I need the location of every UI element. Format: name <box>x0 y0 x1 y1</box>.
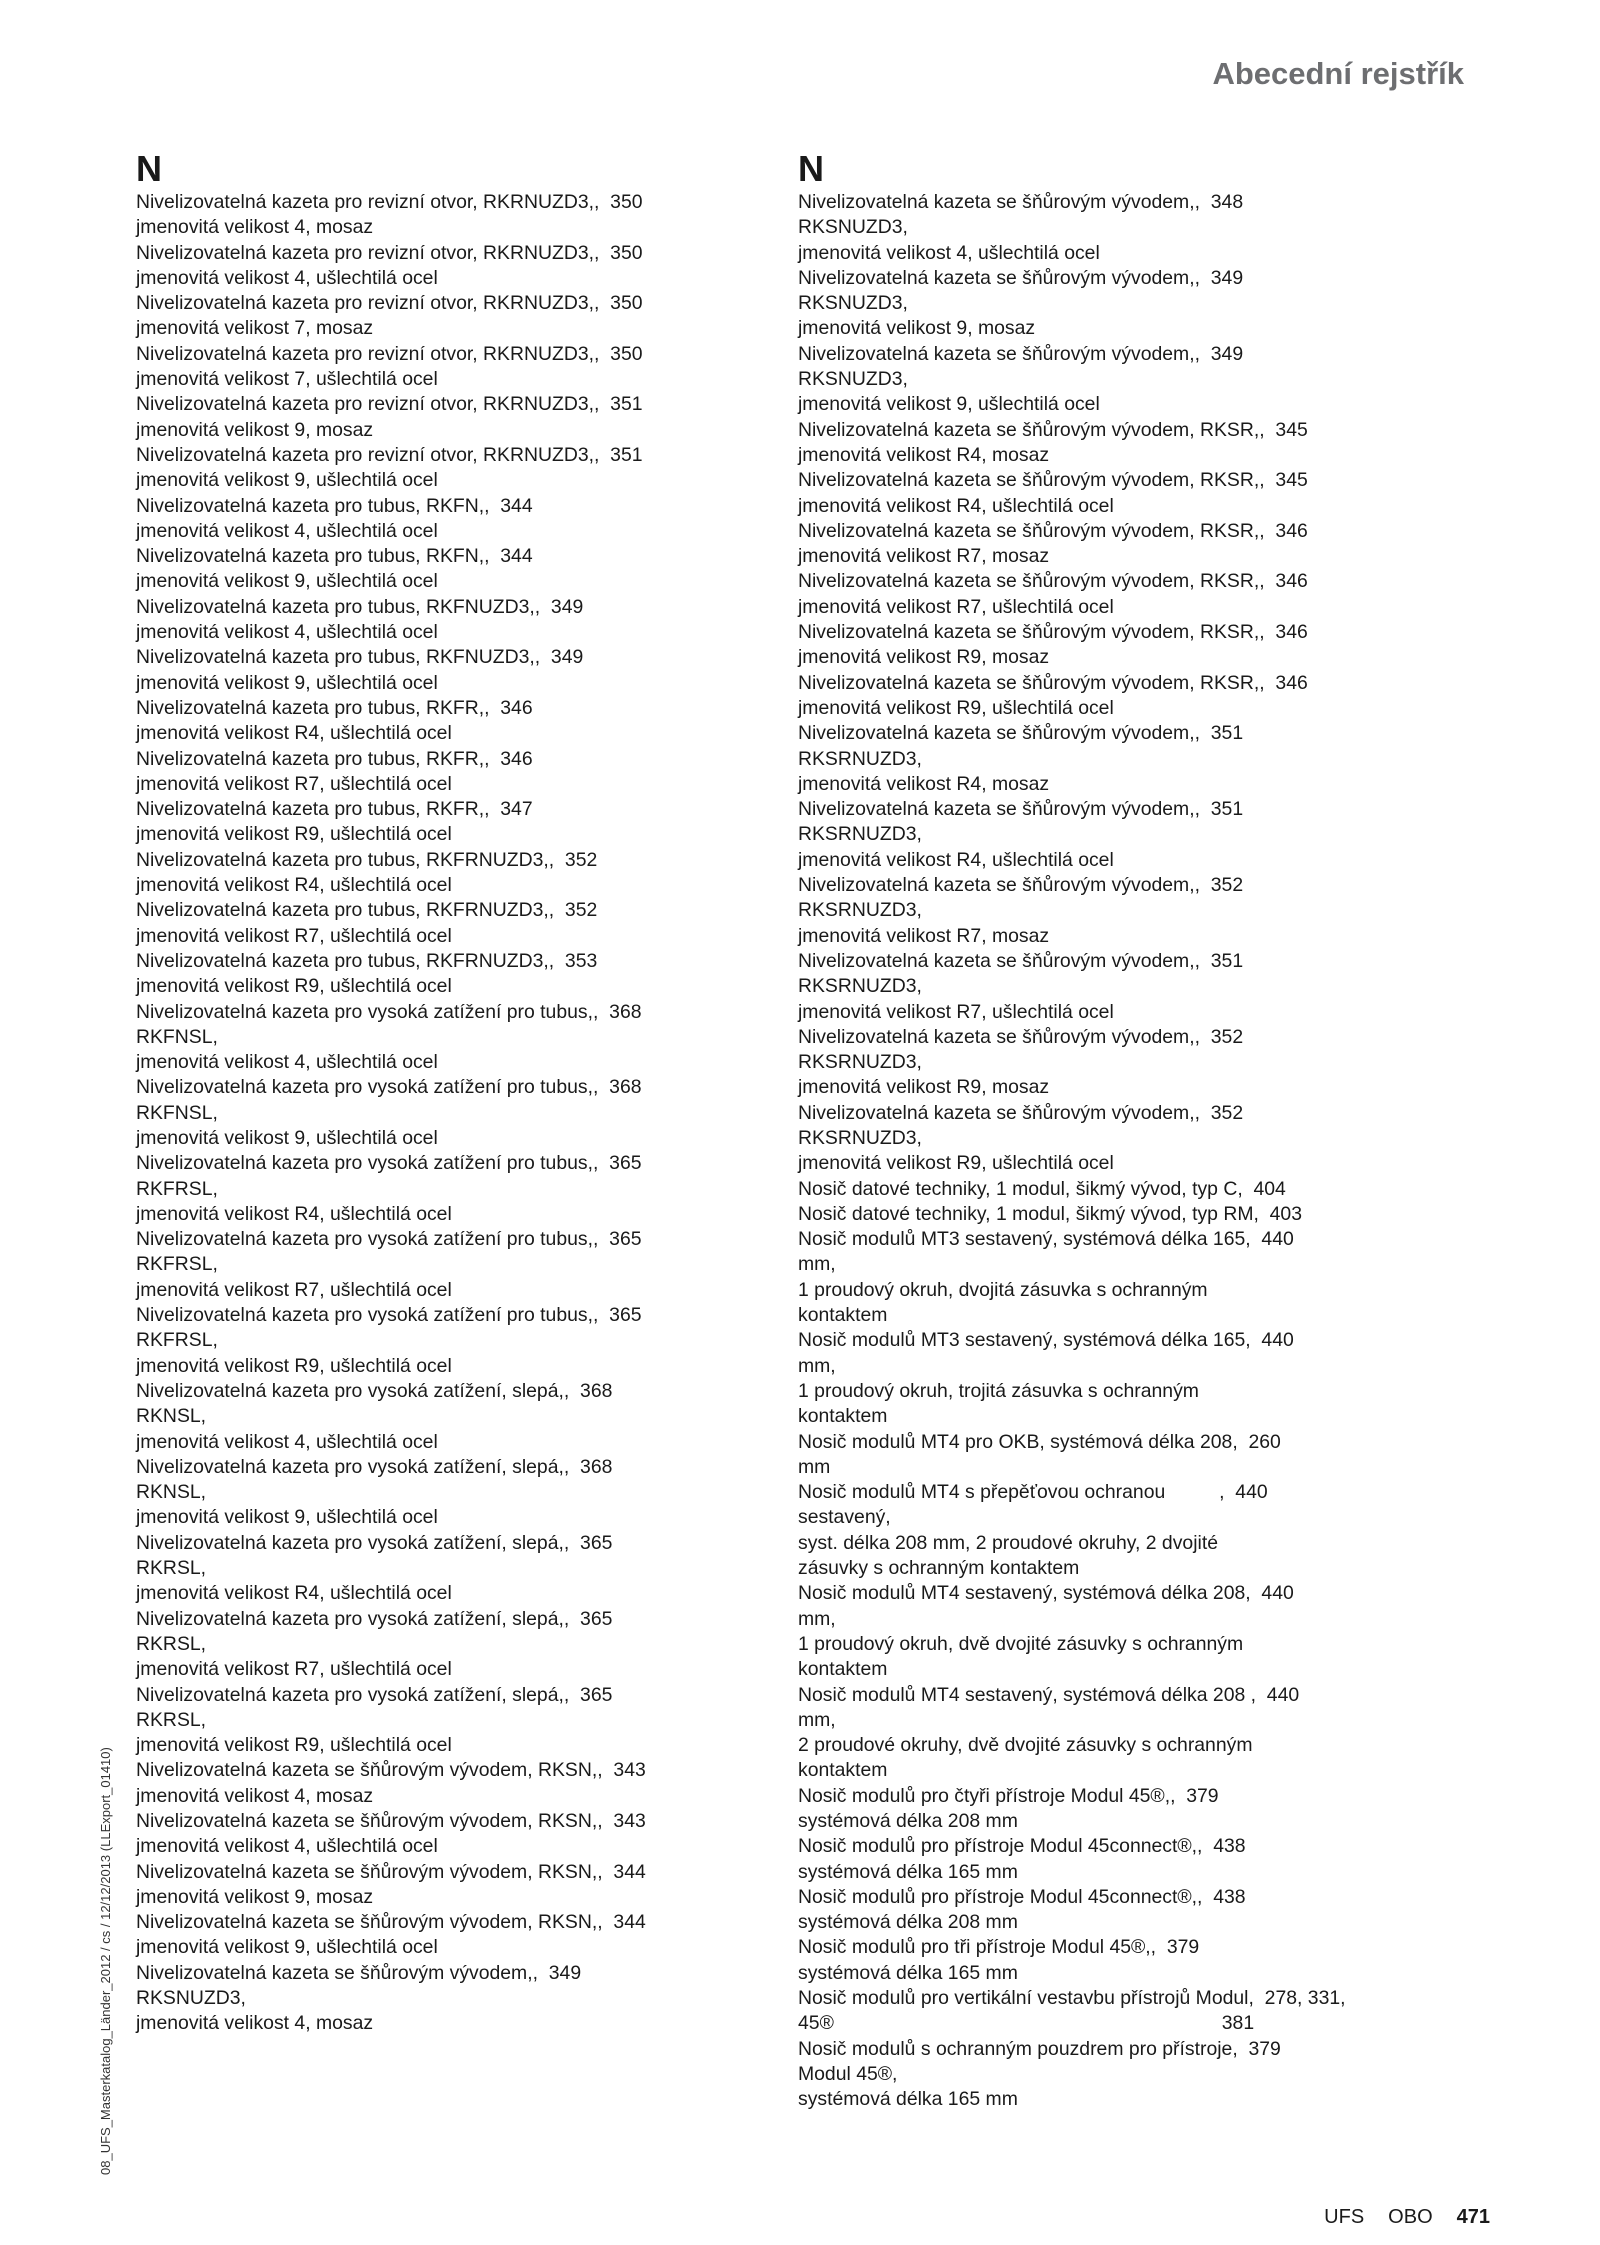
index-entry-line: jmenovitá velikost R7, ušlechtilá ocel <box>136 1658 452 1681</box>
index-entry-line: sestavený, <box>798 1506 891 1529</box>
index-entry-line: RKSNUZD3, <box>798 368 908 391</box>
index-entry-line: Nivelizovatelná kazeta pro vysoká zatížení pro tubus,, 365 <box>136 1152 642 1175</box>
page-title: Abecední rejstřík <box>1212 56 1464 91</box>
index-entry-line: jmenovitá velikost 9, ušlechtilá ocel <box>136 1506 438 1529</box>
index-entry-line: mm, <box>798 1253 836 1276</box>
index-entry-line: jmenovitá velikost 7, ušlechtilá ocel <box>136 368 438 391</box>
index-entry-line: Nivelizovatelná kazeta pro vysoká zatížení pro tubus,, 368 <box>136 1076 642 1099</box>
index-entry-line: Nivelizovatelná kazeta pro vysoká zatížení pro tubus,, 365 <box>136 1304 642 1327</box>
index-entry-line: Nivelizovatelná kazeta pro tubus, RKFRNUZD3,, 353 <box>136 949 598 972</box>
index-entry-line: Nosič modulů MT4 sestavený, systémová délka 208, 440 <box>798 1582 1294 1605</box>
index-entry-line: jmenovitá velikost 4, mosaz <box>136 1784 374 1807</box>
index-entry-line: RKSRNUZD3, <box>798 975 922 998</box>
index-entry-line: Nivelizovatelná kazeta pro vysoká zatížení pro tubus,, 368 <box>136 1000 642 1023</box>
index-entry-line: Nivelizovatelná kazeta pro tubus, RKFR,, 346 <box>136 696 533 719</box>
index-entry-line: jmenovitá velikost 4, ušlechtilá ocel <box>136 621 438 644</box>
index-entry-line: systémová délka 165 mm <box>798 2088 1018 2111</box>
index-entry-line: zásuvky s ochranným kontaktem <box>798 1557 1080 1580</box>
index-entry-line: jmenovitá velikost 9, ušlechtilá ocel <box>136 1936 438 1959</box>
index-entry-line: jmenovitá velikost R7, ušlechtilá ocel <box>798 1000 1114 1023</box>
index-entry-line: Nivelizovatelná kazeta se šňůrovým vývodem,, 348 <box>798 191 1244 213</box>
index-entry-line: Nivelizovatelná kazeta pro tubus, RKFRNUZD3,, 352 <box>136 899 598 922</box>
index-entry-line: jmenovitá velikost 9, ušlechtilá ocel <box>136 671 438 694</box>
index-entry-line: Nivelizovatelná kazeta se šňůrovým vývodem,, 349 <box>798 342 1244 365</box>
index-entry-line: jmenovitá velikost R9, ušlechtilá ocel <box>136 975 452 998</box>
index-entry-line: jmenovitá velikost R7, ušlechtilá ocel <box>136 924 452 947</box>
index-entry-line: jmenovitá velikost R9, ušlechtilá ocel <box>136 823 452 846</box>
index-entry-line: Nosič modulů pro přístroje Modul 45connect®,, 438 <box>798 1835 1246 1858</box>
index-entry-list <box>136 190 736 2037</box>
index-entry-line: 2 proudové okruhy, dvě dvojité zásuvky s ochranným <box>798 1734 1253 1757</box>
index-entry-line: RKFRSL, <box>136 1329 218 1352</box>
footer-company: OBO <box>1388 2206 1433 2228</box>
section-letter: N <box>136 148 162 189</box>
index-entry-line: jmenovitá velikost 9, ušlechtilá ocel <box>136 1126 438 1149</box>
index-entry-line: Modul 45®, <box>798 2062 898 2085</box>
index-entry-line: RKRSL, <box>136 1557 207 1580</box>
index-entry-line: RKSRNUZD3, <box>798 1051 922 1074</box>
index-entry-line: Nosič modulů pro vertikální vestavbu přístrojů Modul, 278, 331, <box>798 1987 1346 2010</box>
index-entry-line: Nivelizovatelná kazeta se šňůrovým vývodem,, 351 <box>798 722 1244 745</box>
index-entry-line: jmenovitá velikost 9, mosaz <box>136 418 374 441</box>
index-entry-line: Nivelizovatelná kazeta pro revizní otvor, RKRNUZD3,, 351 <box>136 443 643 466</box>
index-entry-line: mm, <box>798 1354 836 1377</box>
index-entry-line: jmenovitá velikost R9, ušlechtilá ocel <box>136 1354 452 1377</box>
index-entry-line: jmenovitá velikost R4, ušlechtilá ocel <box>798 494 1114 517</box>
index-entry-line: Nivelizovatelná kazeta pro revizní otvor, RKRNUZD3,, 350 <box>136 191 643 213</box>
index-entry-list <box>798 190 1458 2113</box>
index-entry-line: jmenovitá velikost R4, ušlechtilá ocel <box>136 1202 452 1225</box>
page-footer <box>1324 2206 1490 2229</box>
index-entry-line: jmenovitá velikost R4, mosaz <box>798 443 1050 466</box>
index-entry-line: jmenovitá velikost R9, ušlechtilá ocel <box>798 696 1114 719</box>
index-entry-line: Nosič modulů s ochranným pouzdrem pro přístroje, 379 <box>798 2037 1281 2060</box>
index-entry-line: RKSRNUZD3, <box>798 823 922 846</box>
index-entry-line: jmenovitá velikost 4, ušlechtilá ocel <box>136 266 438 289</box>
index-entry-line: systémová délka 208 mm <box>798 1810 1018 1832</box>
index-entry-line: kontaktem <box>798 1658 888 1681</box>
index-entry-line: jmenovitá velikost R9, mosaz <box>798 646 1050 669</box>
index-entry-line: jmenovitá velikost R9, ušlechtilá ocel <box>136 1734 452 1757</box>
index-entry-line: Nivelizovatelná kazeta pro vysoká zatížení, slepá,, 368 <box>136 1379 613 1402</box>
index-entry-line: Nosič modulů MT3 sestavený, systémová délka 165, 440 <box>798 1329 1294 1352</box>
index-entry-line: Nivelizovatelná kazeta pro vysoká zatížení, slepá,, 365 <box>136 1531 613 1554</box>
index-entry-line: jmenovitá velikost R9, ušlechtilá ocel <box>798 1152 1114 1175</box>
index-entry-line: jmenovitá velikost 4, ušlechtilá ocel <box>136 1051 438 1074</box>
index-entry-line: Nivelizovatelná kazeta pro tubus, RKFNUZD3,, 349 <box>136 646 584 669</box>
index-entry-line: jmenovitá velikost R4, ušlechtilá ocel <box>798 848 1114 871</box>
index-entry-line: Nivelizovatelná kazeta pro tubus, RKFNUZD3,, 349 <box>136 595 584 618</box>
index-entry-line: jmenovitá velikost 9, mosaz <box>798 317 1036 340</box>
index-entry-line: jmenovitá velikost R4, ušlechtilá ocel <box>136 722 452 745</box>
index-entry-line: jmenovitá velikost 7, mosaz <box>136 317 374 340</box>
index-entry-line: Nivelizovatelná kazeta se šňůrovým vývodem, RKSN,, 344 <box>136 1911 646 1934</box>
index-entry-line: jmenovitá velikost 9, ušlechtilá ocel <box>798 393 1100 416</box>
index-entry-line: jmenovitá velikost R9, mosaz <box>798 1076 1050 1099</box>
index-column-left <box>136 148 736 2037</box>
page-number: 471 <box>1456 2206 1490 2228</box>
index-entry-line: kontaktem <box>798 1304 888 1327</box>
index-entry-line: Nosič modulů MT4 s přepěťovou ochranou , 440 <box>798 1481 1268 1504</box>
index-entry-line: syst. délka 208 mm, 2 proudové okruhy, 2 dvojité <box>798 1531 1218 1554</box>
index-entry-line: Nivelizovatelná kazeta pro vysoká zatížení pro tubus,, 365 <box>136 1228 642 1251</box>
index-entry-line: systémová délka 165 mm <box>798 1961 1018 1984</box>
document-id-vertical: 08_UFS_Masterkatalog_Länder_2012 / cs / 12/12/2013 (LLExport_01410) <box>98 1747 113 2175</box>
index-entry-line: Nivelizovatelná kazeta se šňůrovým vývodem,, 352 <box>798 1101 1244 1124</box>
index-entry-line: Nivelizovatelná kazeta se šňůrovým vývodem,, 351 <box>798 798 1244 821</box>
index-entry-line: Nivelizovatelná kazeta pro tubus, RKFN,, 344 <box>136 494 533 517</box>
index-entry-line: Nosič datové techniky, 1 modul, šikmý vývod, typ C, 404 <box>798 1177 1286 1200</box>
index-entry-line: jmenovitá velikost R7, mosaz <box>798 924 1050 947</box>
index-entry-line: jmenovitá velikost 4, ušlechtilá ocel <box>136 1430 438 1453</box>
section-letter: N <box>798 148 824 189</box>
index-entry-line: RKSNUZD3, <box>136 1987 246 2010</box>
index-entry-line: 1 proudový okruh, dvojitá zásuvka s ochranným <box>798 1278 1208 1301</box>
index-entry-line: RKRSL, <box>136 1708 207 1731</box>
index-entry-line: jmenovitá velikost 4, mosaz <box>136 216 374 239</box>
index-entry-line: Nosič datové techniky, 1 modul, šikmý vývod, typ RM, 403 <box>798 1202 1302 1225</box>
index-entry-line: jmenovitá velikost 4, ušlechtilá ocel <box>136 1835 438 1858</box>
index-entry-line: jmenovitá velikost 9, mosaz <box>136 1885 374 1908</box>
footer-brand: UFS <box>1324 2206 1365 2228</box>
index-entry-line: RKRSL, <box>136 1632 207 1655</box>
index-entry-line: jmenovitá velikost 4, ušlechtilá ocel <box>136 519 438 542</box>
index-entry-line: Nosič modulů pro tři přístroje Modul 45®,, 379 <box>798 1936 1200 1959</box>
index-entry-line: Nivelizovatelná kazeta se šňůrovým vývodem, RKSR,, 346 <box>798 570 1308 593</box>
index-entry-line: RKNSL, <box>136 1405 207 1428</box>
index-column-right <box>798 148 1458 2113</box>
index-entry-line: RKFNSL, <box>136 1025 218 1048</box>
index-entry-line: RKNSL, <box>136 1481 207 1504</box>
index-entry-line: mm, <box>798 1607 836 1630</box>
index-entry-line: RKSRNUZD3, <box>798 899 922 922</box>
index-entry-line: jmenovitá velikost R4, mosaz <box>798 772 1050 795</box>
index-entry-line: Nivelizovatelná kazeta se šňůrovým vývodem, RKSR,, 345 <box>798 418 1308 441</box>
index-entry-line: jmenovitá velikost R4, ušlechtilá ocel <box>136 1582 452 1605</box>
index-entry-line: jmenovitá velikost R7, mosaz <box>798 545 1050 568</box>
index-entry-line: Nivelizovatelná kazeta pro revizní otvor, RKRNUZD3,, 350 <box>136 292 643 315</box>
index-entry-line: jmenovitá velikost 9, ušlechtilá ocel <box>136 570 438 593</box>
index-entry-line: Nivelizovatelná kazeta pro revizní otvor, RKRNUZD3,, 350 <box>136 241 643 264</box>
index-entry-line: mm, <box>798 1708 836 1731</box>
index-entry-line: Nivelizovatelná kazeta se šňůrovým vývodem, RKSR,, 346 <box>798 621 1308 644</box>
index-entry-line: Nivelizovatelná kazeta se šňůrovým vývodem, RKSR,, 346 <box>798 519 1308 542</box>
index-entry-line: jmenovitá velikost R7, ušlechtilá ocel <box>798 595 1114 618</box>
index-entry-line: Nivelizovatelná kazeta pro tubus, RKFR,, 347 <box>136 798 533 821</box>
index-entry-line: Nivelizovatelná kazeta pro vysoká zatížení, slepá,, 365 <box>136 1607 613 1630</box>
index-entry-line: jmenovitá velikost R7, ušlechtilá ocel <box>136 772 452 795</box>
index-entry-line: RKFNSL, <box>136 1101 218 1124</box>
index-entry-line: mm <box>798 1455 831 1478</box>
index-entry-line: systémová délka 165 mm <box>798 1860 1018 1883</box>
index-entry-line: Nivelizovatelná kazeta se šňůrovým vývodem,, 349 <box>798 266 1244 289</box>
index-entry-line: Nivelizovatelná kazeta pro tubus, RKFR,, 346 <box>136 747 533 770</box>
index-entry-line: Nosič modulů MT3 sestavený, systémová délka 165, 440 <box>798 1228 1294 1251</box>
index-entry-line: Nivelizovatelná kazeta se šňůrovým vývodem,, 352 <box>798 1025 1244 1048</box>
index-entry-line: RKSNUZD3, <box>798 292 908 315</box>
index-entry-line: 1 proudový okruh, dvě dvojité zásuvky s ochranným <box>798 1632 1244 1655</box>
index-entry-line: Nivelizovatelná kazeta pro revizní otvor, RKRNUZD3,, 350 <box>136 342 643 365</box>
index-entry-line: Nivelizovatelná kazeta se šňůrovým vývodem,, 352 <box>798 874 1244 897</box>
index-entry-line: 1 proudový okruh, trojitá zásuvka s ochranným <box>798 1379 1199 1402</box>
index-entry-line: RKFRSL, <box>136 1253 218 1276</box>
index-entry-line: Nivelizovatelná kazeta se šňůrovým vývodem, RKSR,, 345 <box>798 469 1308 492</box>
index-entry-line: 45® 381 <box>798 2012 1255 2035</box>
index-entry-line: jmenovitá velikost 9, ušlechtilá ocel <box>136 469 438 492</box>
index-entry-line: jmenovitá velikost R4, ušlechtilá ocel <box>136 874 452 897</box>
index-entry-line: Nosič modulů MT4 sestavený, systémová délka 208 , 440 <box>798 1683 1300 1706</box>
index-entry-line: kontaktem <box>798 1759 888 1782</box>
index-entry-line: Nosič modulů MT4 pro OKB, systémová délka 208, 260 <box>798 1430 1281 1453</box>
index-entry-line: RKSRNUZD3, <box>798 1126 922 1149</box>
index-entry-line: Nivelizovatelná kazeta pro tubus, RKFRNUZD3,, 352 <box>136 848 598 871</box>
index-entry-line: Nivelizovatelná kazeta se šňůrovým vývodem, RKSN,, 344 <box>136 1860 646 1883</box>
index-entry-line: RKSRNUZD3, <box>798 747 922 770</box>
index-entry-line: Nivelizovatelná kazeta se šňůrovým vývodem,, 349 <box>136 1961 582 1984</box>
index-entry-line: Nosič modulů pro přístroje Modul 45connect®,, 438 <box>798 1885 1246 1908</box>
index-entry-line: Nivelizovatelná kazeta pro tubus, RKFN,, 344 <box>136 545 533 568</box>
index-entry-line: Nivelizovatelná kazeta pro vysoká zatížení, slepá,, 365 <box>136 1683 613 1706</box>
index-entry-line: jmenovitá velikost R7, ušlechtilá ocel <box>136 1278 452 1301</box>
index-entry-line: jmenovitá velikost 4, mosaz <box>136 2012 374 2035</box>
index-entry-line: Nivelizovatelná kazeta se šňůrovým vývodem, RKSN,, 343 <box>136 1759 646 1782</box>
index-entry-line: Nosič modulů pro čtyři přístroje Modul 45®,, 379 <box>798 1784 1219 1807</box>
index-entry-line: jmenovitá velikost 4, ušlechtilá ocel <box>798 241 1100 264</box>
index-entry-line: Nivelizovatelná kazeta pro revizní otvor, RKRNUZD3,, 351 <box>136 393 643 416</box>
index-entry-line: Nivelizovatelná kazeta se šňůrovým vývodem, RKSN,, 343 <box>136 1810 646 1832</box>
index-entry-line: RKFRSL, <box>136 1177 218 1200</box>
index-entry-line: RKSNUZD3, <box>798 216 908 239</box>
index-entry-line: Nivelizovatelná kazeta se šňůrovým vývodem, RKSR,, 346 <box>798 671 1308 694</box>
index-entry-line: Nivelizovatelná kazeta pro vysoká zatížení, slepá,, 368 <box>136 1455 613 1478</box>
index-entry-line: kontaktem <box>798 1405 888 1428</box>
index-entry-line: Nivelizovatelná kazeta se šňůrovým vývodem,, 351 <box>798 949 1244 972</box>
index-entry-line: systémová délka 208 mm <box>798 1911 1018 1934</box>
